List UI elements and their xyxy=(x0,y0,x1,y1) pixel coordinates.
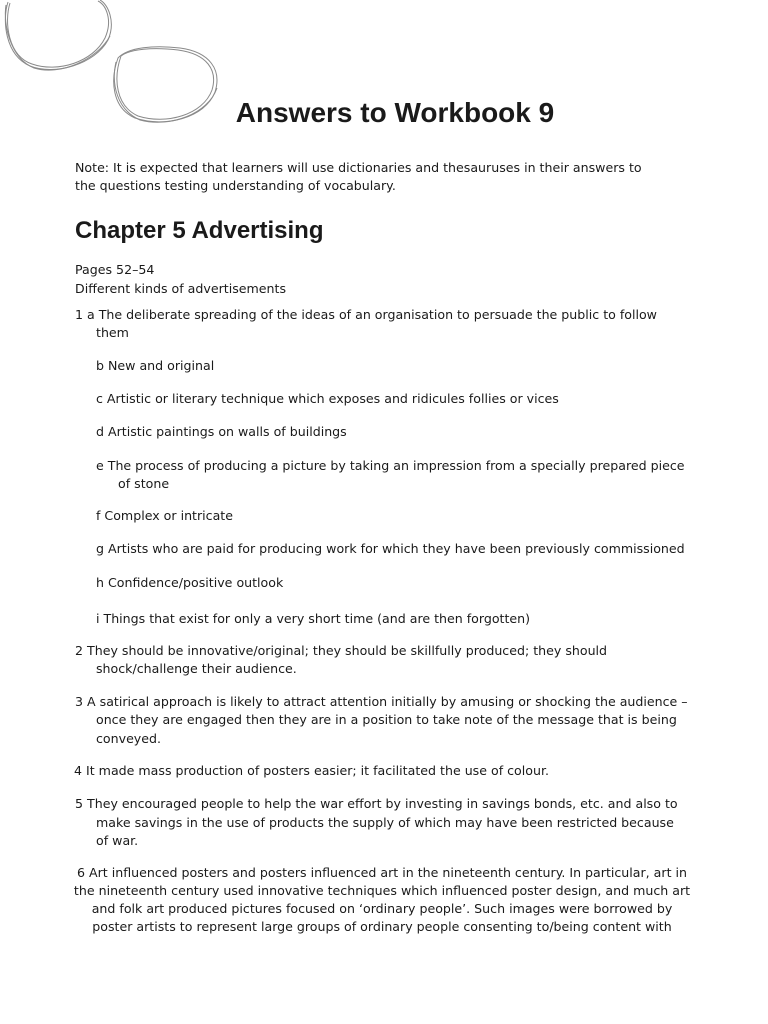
answer-6-paragraph xyxy=(60,864,704,936)
answer-6-line-3: and folk art produced pictures focused on ‘ordinary people’. Such images were borrowed by xyxy=(91,901,673,916)
note-line-2: the questions testing understanding of vocabulary. xyxy=(75,178,396,193)
pages-reference: Pages 52–54 xyxy=(75,262,155,277)
answer-4: 4 It made mass production of posters easier; it facilitated the use of colour. xyxy=(74,763,549,778)
answer-1a-line-2: them xyxy=(96,325,129,340)
answer-5-line-1: 5 They encouraged people to help the war effort by investing in savings bonds, etc. and also to xyxy=(75,796,678,811)
answer-6-line-4: poster artists to represent large groups of ordinary people consenting to/being content with xyxy=(92,919,672,934)
answer-1d: d Artistic paintings on walls of buildings xyxy=(96,424,347,439)
answer-1g: g Artists who are paid for producing work for which they have been previously commissioned xyxy=(96,541,685,556)
answer-2-line-1: 2 They should be innovative/original; they should be skillfully produced; they should xyxy=(75,643,608,658)
answer-2-line-2: shock/challenge their audience. xyxy=(96,661,297,676)
answer-3-line-1: 3 A satirical approach is likely to attract attention initially by amusing or shocking the audience – xyxy=(75,694,688,709)
answer-1e-line-1: e The process of producing a picture by taking an impression from a specially prepared piece xyxy=(96,458,685,473)
answer-1b: b New and original xyxy=(96,358,215,373)
answer-6-line-2: the nineteenth century used innovative techniques which influenced poster design, and much art xyxy=(73,883,691,898)
answer-1e-line-2: of stone xyxy=(118,476,170,491)
answer-1c: c Artistic or literary technique which exposes and ridicules follies or vices xyxy=(96,391,559,406)
chapter-heading: Chapter 5 Advertising xyxy=(75,217,324,244)
answer-3-line-3: conveyed. xyxy=(96,731,162,746)
section-title: Different kinds of advertisements xyxy=(75,281,287,296)
document-title: Answers to Workbook 9 xyxy=(235,97,555,128)
answer-1a-line-1: 1 a The deliberate spreading of the ideas of an organisation to persuade the public to follow xyxy=(75,307,657,322)
answer-3-line-2: once they are engaged then they are in a position to take note of the message that is being xyxy=(96,712,677,727)
answer-1i: i Things that exist for only a very short time (and are then forgotten) xyxy=(96,611,531,626)
answer-1f: f Complex or intricate xyxy=(96,508,233,523)
answer-5-line-2: make savings in the use of products the supply of which may have been restricted because xyxy=(96,815,674,830)
note-line-1: Note: It is expected that learners will use dictionaries and thesauruses in their answers to xyxy=(75,160,642,175)
answer-6-line-1: 6 Art influenced posters and posters influenced art in the nineteenth century. In particular, art in xyxy=(76,865,687,880)
answer-5-line-3: of war. xyxy=(96,833,139,848)
answer-1h: h Confidence/positive outlook xyxy=(96,575,284,590)
